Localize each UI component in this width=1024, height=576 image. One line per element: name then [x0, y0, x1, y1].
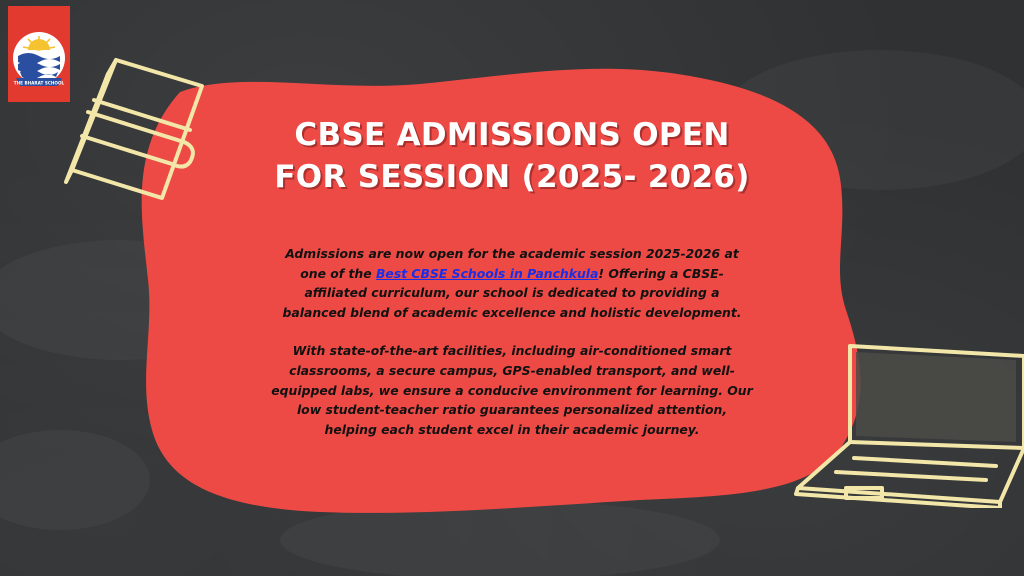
facilities-paragraph: With state-of-the-art facilities, including air-conditioned smart classrooms, a secure campus, GPS-enabled transport, and well-equipped labs, we ensure a conducive environment for learning. Our low student-teacher ratio guarantees personalized attention, helping each student excel in their academic journey.	[271, 343, 753, 437]
best-cbse-schools-link[interactable]: Best CBSE Schools in Panchkula	[375, 265, 599, 281]
title-line-2: FOR SESSION (2025- 2026)	[274, 159, 750, 195]
intro-text-after-link: ! Offering a CBSE-affiliated curriculum, our school is dedicated to providing a balanced blend of academic excellence and holistic development.	[282, 265, 742, 320]
title-line-1: CBSE ADMISSIONS OPEN	[294, 117, 730, 153]
chalk-book-icon	[52, 52, 222, 202]
chalk-laptop-icon	[790, 338, 1024, 508]
admissions-content	[262, 114, 762, 439]
page-title	[262, 114, 762, 198]
logo-text: THE BHARAT SCHOOL	[13, 80, 65, 86]
intro-paragraph	[271, 244, 753, 322]
intro-text-before-link: Admissions are now open for the academic session 2025-2026 at one of the	[285, 246, 739, 281]
